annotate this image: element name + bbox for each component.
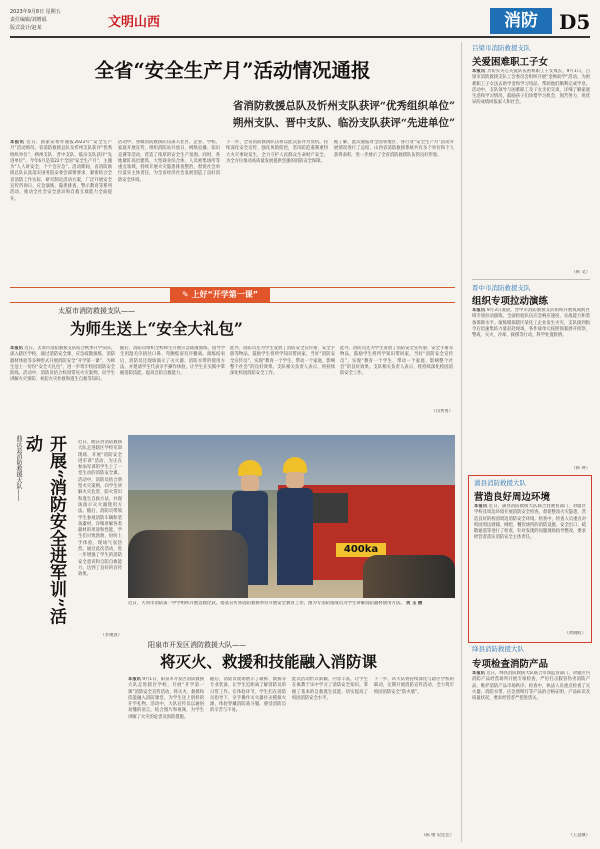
- side3-title: 营造良好周边环境: [474, 492, 551, 503]
- side4-title: 专项检查消防产品: [472, 659, 549, 670]
- qu-credit: （李俊真）: [100, 633, 122, 638]
- masthead: [10, 6, 590, 36]
- side4-kicker: 绛县消防救援大队: [472, 645, 524, 653]
- side2-credit: （韩 瑛）: [571, 466, 590, 471]
- section-tag: 消防: [490, 8, 552, 34]
- photo-caption: 近日，大同市消防第一中学组织开展急救比武，塔基宣传各消防救援单位开展安全教育工作。图为专消防指战员为学生讲解消防器材使用方法。 贺 玉 摄: [128, 601, 423, 606]
- side1-kicker: 吕梁市消防救援支队: [472, 44, 531, 52]
- lead-sub-2: 朔州支队、晋中支队、临汾支队获评“先进单位”: [232, 117, 455, 129]
- taiyuan-kicker: 太原市消防救援支队——: [58, 307, 135, 315]
- qu-kicker: 曲沃县消防救援大队——: [15, 435, 22, 501]
- side2-body: 本报讯 9月3日凌晨，晋中市消防救援支队组织开展夜间跨区域专项拉动演练，全面检验队伍应急响应速度、实战能力和装备保障水平。演练模拟辖区某化工企业发生火灾，支队接到指令后迅速集结力量赶赴现场，各作战单元按照预案展开侦察、警戒、灭火、冷却、救援等行动，科学处置险情。: [472, 308, 590, 339]
- helmet-icon: [238, 460, 262, 476]
- yangquan-headline: 将灭火、救援和技能融入消防课: [160, 652, 378, 671]
- taiyuan-col-3: 此外，消防员还为学生发放了消防安全宣传册、安全手册等物品，鼓励学生将所学知识带回家，当好“消防安全宣传员”，实现“教育一个学生、带动一个家庭、影响整个社会”的良好效果。支队相关负责人表示，将持续深化校园消防安全工作。: [230, 346, 335, 377]
- side1-title: 关爱困难职工子女: [472, 57, 549, 68]
- editor-line: 责任编辑/刘增福: [10, 17, 47, 23]
- student-group: [128, 530, 248, 598]
- student-group-right: [363, 555, 455, 598]
- qu-body: 近日，曲沃县消防救援大队走进辖区学校军训现场，开展“消防安全进军训”活动，为正在参加军训的学生上了一堂生动的消防安全课。活动中，消防员结合典型火灾案例，向学生讲解火灾危害、防火常识和逃生自救方法，并现场演示灭火器使用方法。随后，消防员带领学生参观消防车辆和装备器材，详细讲解各类器材的用途和性能，学生们兴致勃勃，纷纷上手体验，现场气氛热烈。通过此次活动，进一步增强了学生的消防安全意识和自防自救能力，达到了良好的宣传效果。: [78, 440, 122, 578]
- banner-bar: [10, 287, 455, 303]
- design-line: 版式设计/赵某: [10, 25, 42, 31]
- page-number: D5: [559, 10, 591, 34]
- lead-headline: 全省“安全生产月”活动情况通报: [94, 59, 371, 82]
- header-rule: [10, 36, 590, 38]
- lead-byline: 本报讯: [10, 140, 25, 145]
- side2-kicker: 晋中市消防救援支队: [472, 284, 531, 292]
- yangquan-col-1: 本报讯 9月1日，阳泉市开发区消防救援大队走进辖区学校，开展“开学第一课”消防安全宣传活动，将灭火、救援和技能融入消防课堂，为学生送上别样的开学礼物。活动中，大队宣传员以通俗易懂的语言，结合图片和视频，为学生讲解了火灾的危害及预防措施。: [128, 677, 204, 720]
- helmet-icon: [283, 457, 307, 473]
- taiyuan-col-4: 此外，消防员还为学生发放了消防安全宣传册、安全手册等物品，鼓励学生将所学知识带回家，当好“消防安全宣传员”，实现“教育一个学生、带动一个家庭、影响整个社会”的良好效果。支队相关负责人表示，将持续深化校园消防安全工作。: [340, 346, 453, 377]
- qu-title-block: [10, 435, 72, 635]
- lead-col-1: 本报讯 近日，国家安委办通报2023年“安全生产月”活动情况，省消防救援总队及忻州支队获评“优秀组织单位”，朔州支队、晋中支队、临汾支队获评“先进单位”。今年6月是第22个全国“安全生产月”，主题为“人人讲安全、个个会应急”。活动期间，省消防救援总队认真落实国务院安委会部署要求，紧密结合全省消防工作实际，研究制定活动方案，广泛开展安全宣传咨询日、应急演练、隐患排查、警示教育等系列活动，推动全社会安全意识和自救互救能力全面提升。: [10, 140, 112, 202]
- taiyuan-col-2: 随后，消防员组织全校师生开展应急疏散演练，指导学生用湿毛巾捂住口鼻、弯腰低姿有序撤离。演练结束后，消防员还现场演示了灭火器、消防水带的使用方法，并邀请学生代表亲手操作体验，让学生在实践中掌握消防技能，提高自防自救能力。: [120, 346, 225, 377]
- yangquan-col-3: 此次活动形式新颖、内容丰富，让学生在寓教于乐中学习了消防安全知识，掌握了基本的自救逃生技能，切实提高了校园消防安全水平。: [292, 677, 368, 701]
- lead-col-3: 下一步，全省消防救援队伍将以此次获评为契机，持续深化安全宣传，强化风险防控，坚决防范遏制重特大火灾事故发生，全力守护人民群众生命财产安全，为全方位推动高质量发展提供坚强的消防安全保障。: [226, 140, 328, 164]
- firefighter-2: [273, 457, 317, 585]
- yangquan-credit: （陈 婧 史佳佳）: [421, 833, 454, 838]
- news-photo: [128, 435, 455, 598]
- taiyuan-col-1: 本报讯 近日，太原市消防救援支队结合秋季开学实际，深入辖区学校，通过消防安全课、应急疏散演练、消防器材体验等多种形式开展消防安全“开学第一课”，为师生送上一份份“安全大礼包”，进一步筑牢校园消防安全防线。活动中，消防员结合校园常见火灾案例，向学生讲解火灾预防、初起火灾扑救和逃生自救等知识。: [10, 346, 115, 383]
- lead-sub-1: 省消防救援总队及忻州支队获评“优秀组织单位”: [232, 100, 455, 112]
- side3-body: 本报讯 近日，蒲县消防救援大队联合县教育部门，对辖区学校及周边环境开展消防安全检查，督促整改火灾隐患，营造良好的校园周边消防安全环境。检查中，检查人员重点对校园周边商铺、网吧、餐饮场所的消防设施、安全出口、疏散通道等进行了检查，针对发现的问题现场指导整改，要求经营者落实消防安全主体责任。: [474, 504, 586, 541]
- taiyuan-credit: （闫秀男）: [431, 409, 453, 414]
- side1-credit: （韩 文）: [571, 270, 590, 275]
- banner-label: ✎ 上好“开学第一课”: [170, 288, 270, 302]
- side1-body: 本报讯 为切实关心关爱队伍困难职工子女成长，9月1日，吕梁市消防救援支队工会委员会组织开展“金秋助学”活动，为困难职工子女送去助学金和学习用品，帮助他们顺利完成学业。活动中，支队领导与困难职工及子女亲切交谈，详细了解家庭生活和学习情况，鼓励孩子们珍惜学习机会，刻苦努力，用优异的成绩回报家人和社会。: [472, 69, 590, 106]
- side1-rule: [472, 279, 590, 280]
- taiyuan-headline: 为师生送上“安全大礼包”: [70, 319, 243, 338]
- side2-title: 组织专项拉动演练: [472, 296, 549, 307]
- date-line: 2023年9月8日 星期五: [10, 9, 61, 15]
- sidebar-divider: [461, 42, 462, 842]
- yangquan-col-4: 下一步，该大队将持续深化与辖区学校的联动，定期开展消防宣传活动，全力筑牢校园消防安全“防火墙”。: [374, 677, 454, 695]
- lead-col-2: 活动中，各级消防救援队伍深入社区、企业、学校、家庭开展宣传，组织消防站开放日、网络直播、知识竞赛等活动，营造了浓厚的安全生产氛围。同时，各地紧盯高层建筑、大型商业综合体、人员密集场所等重点领域，持续开展火灾隐患排查整治，督促社会单位落实主体责任，为全省经济社会发展创造了良好消防安全环境。: [118, 140, 220, 183]
- side3-credit: （黄晓虹）: [564, 631, 586, 636]
- side4-body: 本报讯 近日，绛县消防救援大队联合市场监管部门，对辖区内消防产品经营场所开展专项检查，严厉打击假冒伪劣消防产品，维护消防产品市场秩序。检查中，执法人员重点检查了灭火器、消防水带、应急照明灯等产品的合格证明、产品标识及质量状况，要求经营者严把进货关。: [472, 671, 590, 702]
- side4-credit: （王慧敏）: [568, 833, 590, 838]
- side3-kicker: 蒲县消防救援大队: [474, 479, 526, 487]
- truck-label: 400ka: [336, 543, 386, 557]
- yangquan-col-2: 随后，消防员现场展示了破拆、救援等专业装备，让学生近距离了解消防员的日常工作。在体验环节，学生们在消防员指导下，亲手操作灭火器扑灭模拟火源，体验穿戴消防战斗服，感受消防员的辛苦与不易。: [210, 677, 286, 714]
- pencil-icon: ✎: [181, 290, 189, 299]
- lead-col-4: 据了解，此次通报对全国各地区、各行业“安全生产月”活动开展情况进行了总结，山西省消防救援系统共有多个单位和个人获得表彰，进一步展示了全省消防救援队伍的良好形象。: [334, 140, 454, 158]
- yangquan-kicker: 阳泉市开发区消防救援大队——: [148, 641, 246, 649]
- brand-logo: 文明山西: [108, 15, 161, 30]
- qu-headline: 开展“消防安全进军训”活动: [22, 435, 66, 625]
